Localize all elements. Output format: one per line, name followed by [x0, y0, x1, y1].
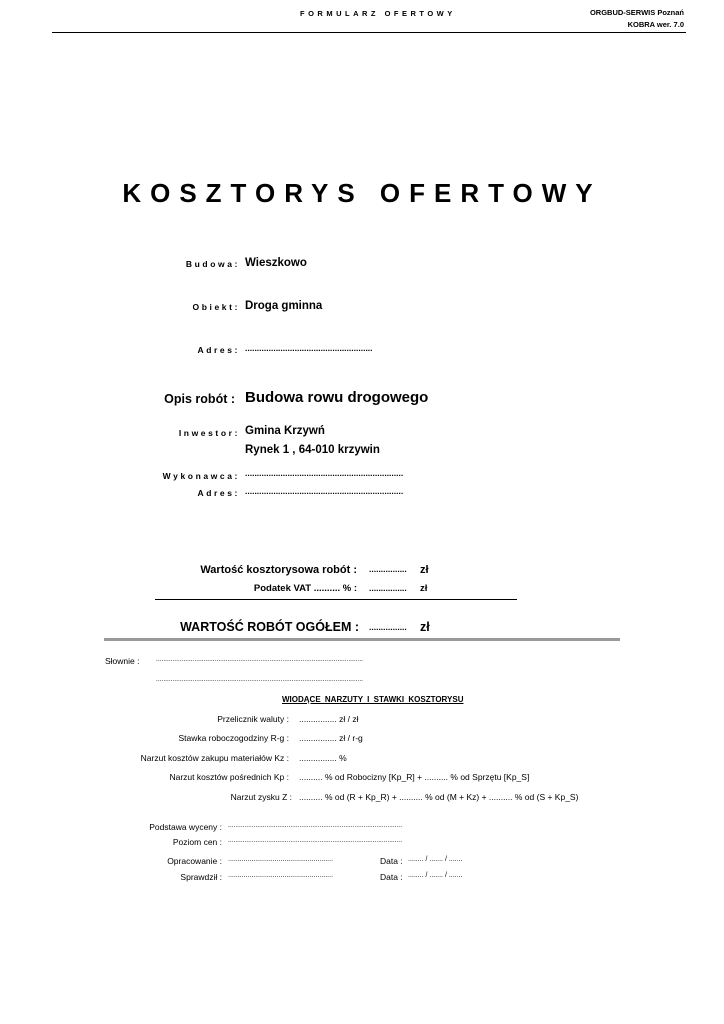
- kp-label: Narzut kosztów pośrednich Kp :: [169, 772, 289, 782]
- data-value-1: ........ / ....... / .......: [408, 856, 463, 863]
- data-label-2: Data :: [380, 872, 403, 882]
- stawka-label: Stawka roboczogodziny R-g :: [178, 733, 289, 743]
- opis-label: Opis robót :: [164, 392, 235, 406]
- inwestor-address: Rynek 1 , 64-010 krzywin: [245, 444, 380, 456]
- kz-value: ................ %: [299, 753, 347, 763]
- podstawa-label: Podstawa wyceny :: [149, 822, 222, 832]
- company-name: ORGBUD-SERWIS Poznań: [589, 8, 684, 17]
- sprawdzil-value: ......................................................: [228, 872, 334, 879]
- adres-value: ......................................................: [245, 343, 373, 353]
- header-divider: [52, 32, 686, 33]
- data-value-2: ........ / ....... / .......: [408, 872, 463, 879]
- zysk-value: .......... % od (R + Kp_R) + .......... % od (M + Kz) + .......... % od (S + Kp_S): [299, 792, 579, 802]
- obiekt-value: Droga gminna: [245, 300, 323, 312]
- data-label-1: Data :: [380, 856, 403, 866]
- wykonawca-value: ...................................................................: [245, 468, 404, 478]
- zysk-label: Narzut zysku Z :: [230, 792, 292, 802]
- poziom-value: ...............................................................................................: [228, 837, 403, 844]
- przelicznik-label: Przelicznik waluty :: [217, 714, 289, 724]
- totals-divider: [155, 599, 517, 600]
- ogolem-value: ................: [369, 622, 407, 632]
- stawka-value: ................ zł / r-g: [299, 733, 363, 743]
- inwestor-name: Gmina Krzywń: [245, 425, 325, 437]
- podstawa-value: ...............................................................................................: [228, 822, 403, 829]
- poziom-label: Poziom cen :: [172, 837, 222, 847]
- vat-currency: zł: [420, 583, 428, 594]
- ogolem-currency: zł: [420, 620, 430, 634]
- adres2-label: Adres:: [197, 488, 240, 498]
- section-divider: [104, 638, 620, 641]
- software-version: KOBRA wer. 7.0: [627, 20, 684, 29]
- opracowanie-label: Opracowanie :: [167, 856, 222, 866]
- page-title: KOSZTORYS OFERTOWY: [122, 178, 602, 208]
- slownie-line-1: .................................................................................................................: [156, 656, 364, 663]
- ogolem-label: WARTOŚĆ ROBÓT OGÓŁEM :: [180, 620, 359, 634]
- vat-value: ................: [369, 583, 407, 593]
- rates-heading: WIODĄCE NARZUTY I STAWKI KOSZTORYSU: [282, 695, 464, 704]
- slownie-line-2: .................................................................................................................: [156, 676, 364, 683]
- slownie-label: Słownie :: [105, 656, 140, 666]
- sprawdzil-label: Sprawdził :: [180, 872, 222, 882]
- inwestor-label: Inwestor:: [178, 428, 240, 438]
- wykonawca-label: Wykonawca:: [162, 471, 240, 481]
- wartosc-currency: zł: [420, 564, 429, 576]
- budowa-value: Wieszkowo: [245, 257, 307, 269]
- kp-value: .......... % od Robocizny [Kp_R] + .......... % od Sprzętu [Kp_S]: [299, 772, 530, 782]
- adres-label: Adres:: [197, 345, 240, 355]
- obiekt-label: Obiekt:: [192, 302, 240, 312]
- wartosc-value: ................: [369, 564, 407, 574]
- form-header-title: FORMULARZ OFERTOWY: [300, 9, 456, 18]
- opis-value: Budowa rowu drogowego: [245, 389, 429, 406]
- opracowanie-value: ......................................................: [228, 856, 334, 863]
- wartosc-label: Wartość kosztorysowa robót :: [200, 564, 357, 576]
- budowa-label: Budowa:: [185, 259, 240, 269]
- adres2-value: ...................................................................: [245, 486, 404, 496]
- kz-label: Narzut kosztów zakupu materiałów Kz :: [140, 753, 289, 763]
- przelicznik-value: ................ zł / zł: [299, 714, 359, 724]
- vat-label: Podatek VAT .......... % :: [253, 583, 357, 594]
